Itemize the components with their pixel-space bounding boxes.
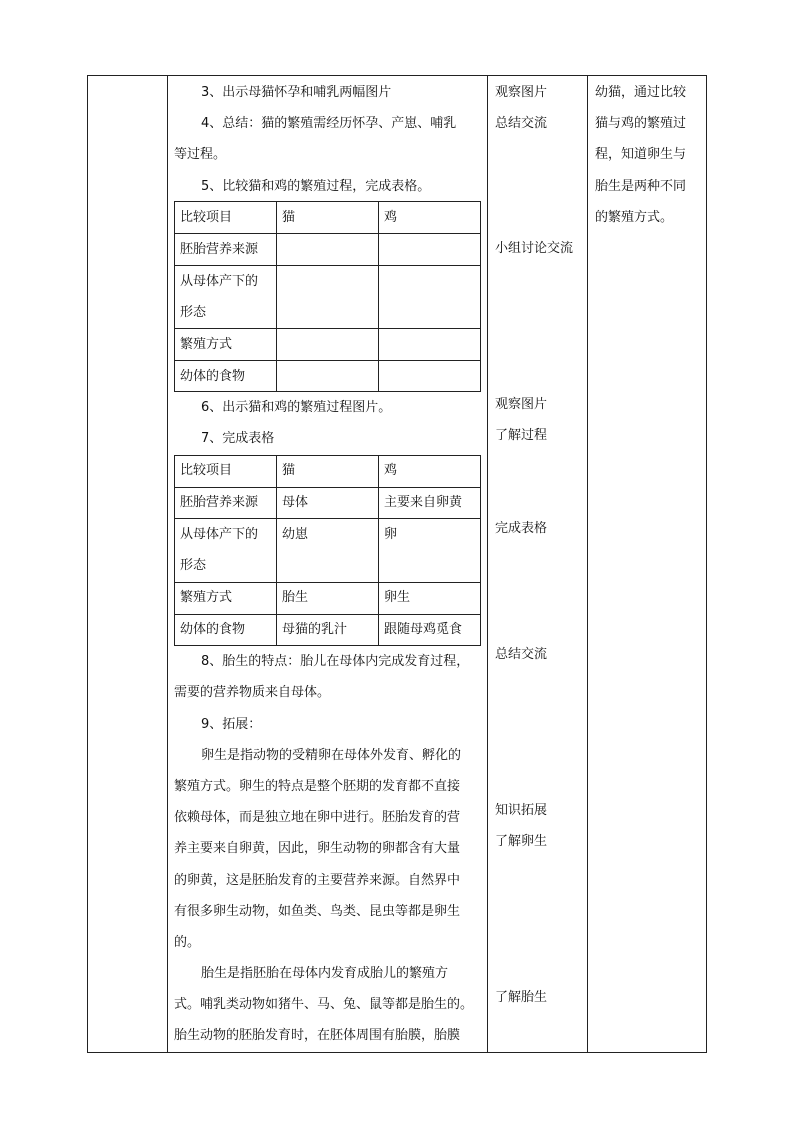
step-4-text: 4、总结：猫的繁殖需经历怀孕、产崽、哺乳 [201,116,457,131]
table1-row-line [174,360,481,361]
purpose-line: 胎生是两种不同 [595,179,687,194]
table1-row-label: 繁殖方式 [180,337,233,352]
column-divider-3 [587,75,588,1053]
oviparity-line: 卵生是指动物的受精卵在母体外发育、孵化的 [201,748,462,763]
table2-row-line [174,518,481,519]
table2-col-line [378,455,379,646]
table2-row-line [174,614,481,615]
table2-row-line [174,582,481,583]
table1-col-line [174,201,175,392]
purpose-line: 的繁殖方式。 [595,210,674,225]
activity-understand-process: 了解过程 [495,428,548,443]
oviparity-line: 依赖母体，而是独立地在卵中进行。胚胎发育的营 [174,810,461,825]
table2-row-label: 从母体产下的 [180,527,259,542]
table2-row-label: 胚胎营养来源 [180,495,259,510]
table1-row-label: 形态 [180,305,207,320]
table2-cat-cell: 胎生 [282,590,309,605]
outer-left-border [87,75,88,1053]
activity-group-discuss: 小组讨论交流 [495,241,574,256]
table2-header-chicken: 鸡 [384,463,398,478]
table2-border-top [174,455,481,456]
oviparity-line: 的卵黄，这是胚胎发育的主要营养来源。自然界中 [174,873,461,888]
table2-col-line [276,455,277,646]
table1-border-bottom [174,391,481,392]
step-8-text: 8、胎生的特点：胎儿在母体内完成发育过程， [201,654,470,669]
outer-bottom-border [87,1052,707,1053]
activity-oviparity: 了解卵生 [495,834,548,849]
step-7-text: 7、完成表格 [201,431,275,446]
table2-row-label: 幼体的食物 [180,622,246,637]
viviparity-line: 胎生动物的胚胎发育时，在胚体周围有胎膜，胎膜 [174,1028,461,1043]
table1-col-line [276,201,277,392]
outer-top-border [87,75,707,76]
column-divider-2 [487,75,488,1053]
table2-col-line [480,455,481,646]
table1-col-line [480,201,481,392]
table2-row-label: 繁殖方式 [180,590,233,605]
step-6-text: 6、出示猫和鸡的繁殖过程图片。 [201,400,392,415]
table1-header-chicken: 鸡 [384,210,398,225]
step-9-text: 9、拓展： [201,717,262,732]
table2-row-line [174,487,481,488]
column-divider-1 [167,75,168,1053]
table1-row-line [174,328,481,329]
table1-row-label: 胚胎营养来源 [180,242,259,257]
oviparity-line: 有很多卵生动物，如鱼类、鸟类、昆虫等都是卵生 [174,904,461,919]
table2-chicken-cell: 卵生 [384,590,411,605]
table1-border-top [174,201,481,202]
oviparity-line: 的。 [174,935,201,950]
table1-header-item: 比较项目 [180,210,233,225]
viviparity-line: 胎生是指胚胎在母体内发育成胎儿的繁殖方 [201,966,449,981]
table2-col-line [174,455,175,646]
table2-chicken-cell: 跟随母鸡觅食 [384,622,463,637]
table2-chicken-cell: 卵 [384,527,398,542]
activity-summarize: 总结交流 [495,647,548,662]
table1-row-label: 从母体产下的 [180,274,259,289]
table1-header-cat: 猫 [282,210,296,225]
table1-row-line [174,265,481,266]
table2-chicken-cell: 主要来自卵黄 [384,495,463,510]
activity-viviparity: 了解胎生 [495,990,548,1005]
table2-header-item: 比较项目 [180,463,233,478]
purpose-line: 幼猫，通过比较 [595,85,687,100]
table2-cat-cell: 幼崽 [282,527,309,542]
table1-row-line [174,233,481,234]
oviparity-line: 养主要来自卵黄，因此，卵生动物的卵都含有大量 [174,841,461,856]
activity-complete-table: 完成表格 [495,521,548,536]
purpose-line: 猫与鸡的繁殖过 [595,116,687,131]
activity-observe: 观察图片 [495,85,548,100]
table2-cat-cell: 母体 [282,495,309,510]
purpose-line: 程，知道卵生与 [595,147,687,162]
table2-cat-cell: 母猫的乳汁 [282,622,348,637]
viviparity-line: 式。哺乳类动物如猪牛、马、兔、鼠等都是胎生的。 [174,997,474,1012]
table1-row-label: 幼体的食物 [180,369,246,384]
table1-col-line [378,201,379,392]
table2-header-cat: 猫 [282,463,296,478]
table2-row-label: 形态 [180,558,207,573]
step-5-text: 5、比较猫和鸡的繁殖过程，完成表格。 [201,179,431,194]
activity-summarize: 总结交流 [495,116,548,131]
step-3-text: 3、出示母猫怀孕和哺乳两幅图片 [201,85,392,100]
oviparity-line: 繁殖方式。卵生的特点是整个胚期的发育都不直接 [174,779,461,794]
outer-right-border [706,75,707,1053]
activity-extend: 知识拓展 [495,803,548,818]
step-4-text-cont: 等过程。 [174,147,227,162]
table2-border-bottom [174,645,481,646]
step-8-text-cont: 需要的营养物质来自母体。 [174,685,331,700]
activity-observe: 观察图片 [495,397,548,412]
